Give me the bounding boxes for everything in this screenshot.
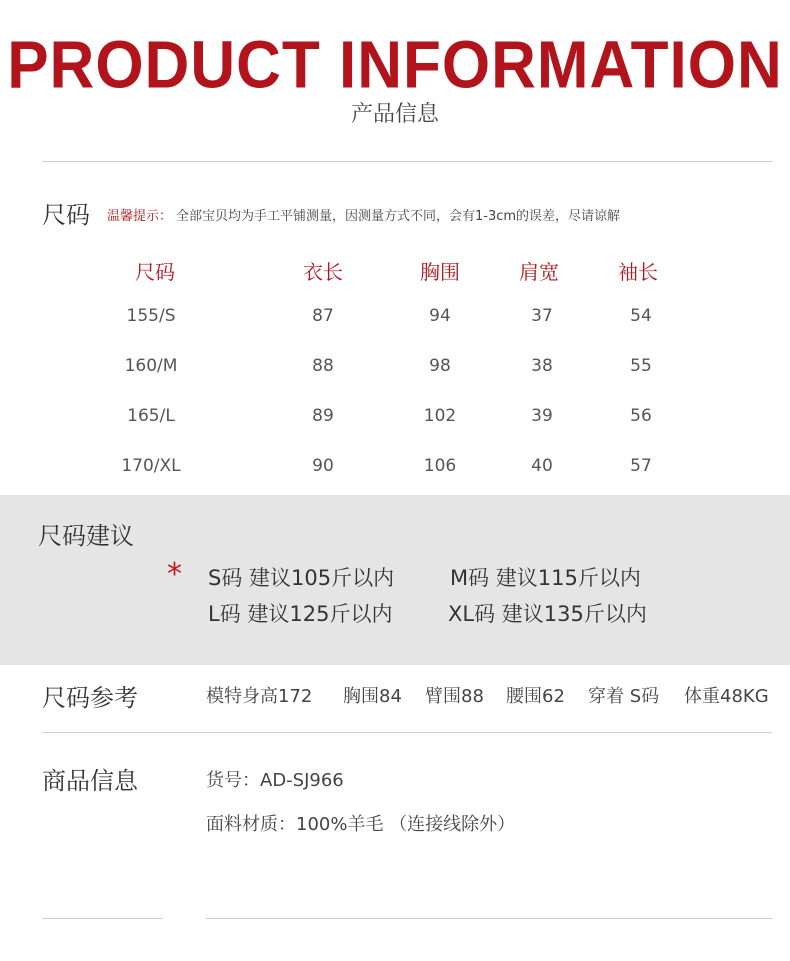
- reference-item: 穿着 S码: [588, 686, 660, 707]
- tip-text: 全部宝贝均为手工平铺测量，因测量方式不同，会有1-3cm的误差，尽请谅解: [176, 209, 621, 224]
- table-cell: 98: [429, 356, 451, 376]
- divider: [42, 918, 163, 919]
- table-cell: 90: [312, 456, 334, 476]
- reference-item: 模特身高172: [206, 686, 313, 707]
- table-cell: 38: [531, 356, 553, 376]
- divider: [206, 918, 772, 919]
- table-cell: 106: [423, 456, 457, 476]
- item-number: 货号：AD-SJ966: [206, 770, 344, 791]
- suggestion-item: S码 建议105斤以内: [208, 566, 395, 590]
- table-cell: 160/M: [124, 356, 178, 376]
- column-header-shoulder: 肩宽: [519, 260, 559, 284]
- product-info-label: 商品信息: [42, 767, 138, 795]
- suggestion-label: 尺码建议: [38, 522, 134, 550]
- asterisk-icon: *: [167, 557, 182, 592]
- table-cell: 170/XL: [121, 456, 181, 476]
- divider: [42, 161, 772, 162]
- reference-item: 胸围84: [343, 686, 402, 707]
- column-header-sleeve: 袖长: [618, 260, 658, 284]
- table-cell: 55: [630, 356, 652, 376]
- table-cell: 155/S: [126, 306, 176, 326]
- table-cell: 39: [531, 406, 553, 426]
- material-info: 面料材质：100%羊毛 （连接线除外）: [206, 814, 516, 835]
- table-cell: 54: [630, 306, 652, 326]
- reference-item: 腰围62: [506, 686, 565, 707]
- tip-label: 温馨提示：: [107, 209, 173, 224]
- page-subtitle: 产品信息: [350, 102, 439, 127]
- suggestion-item: L码 建议125斤以内: [208, 602, 393, 626]
- column-header-bust: 胸围: [420, 260, 460, 284]
- page-title: PRODUCT INFORMATION: [7, 28, 783, 103]
- table-cell: 88: [312, 356, 334, 376]
- reference-item: 臂围88: [425, 686, 484, 707]
- table-cell: 56: [630, 406, 652, 426]
- suggestion-item: M码 建议115斤以内: [450, 566, 641, 590]
- table-cell: 57: [630, 456, 652, 476]
- table-cell: 102: [423, 406, 457, 426]
- column-header-size: 尺码: [135, 260, 175, 284]
- table-cell: 40: [531, 456, 553, 476]
- table-cell: 37: [531, 306, 553, 326]
- table-cell: 165/L: [127, 406, 175, 426]
- suggestion-item: XL码 建议135斤以内: [448, 602, 647, 626]
- size-section-label: 尺码: [42, 201, 90, 229]
- table-cell: 87: [312, 306, 334, 326]
- reference-label: 尺码参考: [42, 684, 138, 712]
- column-header-length: 衣长: [303, 260, 343, 284]
- reference-item: 体重48KG: [684, 686, 769, 707]
- table-cell: 94: [429, 306, 451, 326]
- divider: [42, 732, 772, 733]
- table-cell: 89: [312, 406, 334, 426]
